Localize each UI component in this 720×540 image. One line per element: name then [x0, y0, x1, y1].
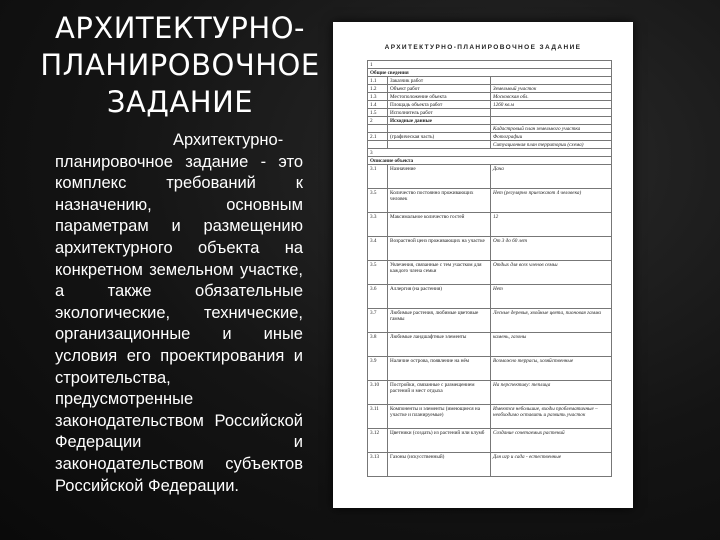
- table-row: [368, 213, 612, 237]
- table-row: [368, 405, 612, 429]
- row-label: Количество постоянно проживающих человек: [388, 189, 491, 213]
- table-row: [368, 117, 612, 125]
- row-number: 3.13: [368, 453, 388, 477]
- row-value: [491, 117, 612, 125]
- row-label: (графическая часть): [388, 133, 491, 141]
- row-number: 3.6: [368, 285, 388, 309]
- row-label: Компоненты и элементы (имеющиеся на участке и планируемые): [388, 405, 491, 429]
- row-value: Земельный участок: [491, 85, 612, 93]
- row-number: 3.3: [368, 213, 388, 237]
- row-label: Максимальное количество гостей: [388, 213, 491, 237]
- section-heading: Описание объекта: [368, 157, 612, 165]
- table-row: [368, 429, 612, 453]
- table-row: [368, 357, 612, 381]
- row-number: 1.3: [368, 93, 388, 101]
- table-row: [368, 333, 612, 357]
- row-value: Московская обл.: [491, 93, 612, 101]
- row-value: Отдых для всех членов семьи: [491, 261, 612, 285]
- row-label: Объект работ: [388, 85, 491, 93]
- row-label: Увлечения, связанные с тем участком для каждого члена семьи: [388, 261, 491, 285]
- row-value: Возможно террасы, хозяйственные: [491, 357, 612, 381]
- row-number: 2.1: [368, 133, 388, 141]
- row-number: 3.7: [368, 309, 388, 333]
- row-value: Создание сочетаемых растений: [491, 429, 612, 453]
- row-number: [368, 141, 388, 149]
- row-label: Исполнитель работ: [388, 109, 491, 117]
- definition-paragraph: Архитектурно-планировочное задание - это комплекс требований к назначению, основным параметрам и размещению архитектурного объекта на конкретном земельном участке, а также обязательные экологические, технические, организационные и иные условия его проектирования и строительства, предусмотренные законодательством Российской Федерации и законодательством субъектов Российской Федерации.: [55, 131, 303, 495]
- row-value: [491, 77, 612, 85]
- row-value: Дача: [491, 165, 612, 189]
- row-label: Исходные данные: [388, 117, 491, 125]
- table-row: [368, 69, 612, 77]
- row-value: камень, газоны: [491, 333, 612, 357]
- row-label: Газоны (искусственный): [388, 453, 491, 477]
- row-number: 1.1: [368, 77, 388, 85]
- row-value: Лесные деревья, хвойные цвета, пионовая гамма: [491, 309, 612, 333]
- row-value: На перспективу: теплица: [491, 381, 612, 405]
- row-number: 3.11: [368, 405, 388, 429]
- section-number: 3: [368, 149, 612, 157]
- requirements-table: [367, 60, 612, 477]
- row-label: [388, 125, 491, 133]
- row-label: Заказчик работ: [388, 77, 491, 85]
- table-row: [368, 309, 612, 333]
- table-row: [368, 125, 612, 133]
- table-row: [368, 149, 612, 157]
- row-value: От 3 до 60 лет: [491, 237, 612, 261]
- table-row: [368, 77, 612, 85]
- row-number: 1.4: [368, 101, 388, 109]
- row-number: 3.9: [368, 357, 388, 381]
- row-label: Аллергия (на растения): [388, 285, 491, 309]
- row-label: Любимые растения, любимые цветовые гаммы: [388, 309, 491, 333]
- table-row: [368, 165, 612, 189]
- table-row: [368, 453, 612, 477]
- row-label: [388, 141, 491, 149]
- document-image: [333, 22, 633, 508]
- row-number: 3.4: [368, 237, 388, 261]
- row-number: 3.12: [368, 429, 388, 453]
- row-number: 3.10: [368, 381, 388, 405]
- row-value: Нет: [491, 285, 612, 309]
- row-value: Ситуационная план территории (схема): [491, 141, 612, 149]
- table-row: [368, 381, 612, 405]
- row-number: 3.5: [368, 261, 388, 285]
- table-row: [368, 237, 612, 261]
- row-label: Цветники (создать) из растений или клумб: [388, 429, 491, 453]
- table-row: [368, 101, 612, 109]
- slide-body-text: [55, 130, 303, 497]
- row-label: Постройки, связанные с размещением растений и мест отдыха: [388, 381, 491, 405]
- table-row: [368, 285, 612, 309]
- table-row: [368, 189, 612, 213]
- row-label: Местоположение объекта: [388, 93, 491, 101]
- row-label: Наличие острова, появление на нём: [388, 357, 491, 381]
- row-label: Любимые ландшафтные элементы: [388, 333, 491, 357]
- section-heading: Общие сведения: [368, 69, 612, 77]
- table-row: [368, 85, 612, 93]
- slide-title: АРХИТЕКТУРНО-ПЛАНИРОВОЧНОЕ ЗАДАНИЕ: [40, 11, 320, 119]
- row-value: Имеются небольшие, входы проблематичные – необходимо оставить и развить участок: [491, 405, 612, 429]
- row-number: 1.2: [368, 85, 388, 93]
- row-label: Возрастной ценз проживающих на участке: [388, 237, 491, 261]
- table-row: [368, 61, 612, 69]
- table-row: [368, 157, 612, 165]
- row-value: Для игр и сада - естественные: [491, 453, 612, 477]
- row-number: 1.5: [368, 109, 388, 117]
- row-label: Назначение: [388, 165, 491, 189]
- table-row: [368, 93, 612, 101]
- table-row: [368, 109, 612, 117]
- row-value: Нет (регулярно приезжают 4 человека): [491, 189, 612, 213]
- document-title: АРХИТЕКТУРНО-ПЛАНИРОВОЧНОЕ ЗАДАНИЕ: [384, 44, 582, 51]
- row-number: 3.1: [368, 165, 388, 189]
- row-value: 1260 кв.м: [491, 101, 612, 109]
- row-value: 12: [491, 213, 612, 237]
- row-value: Кадастровый план земельного участка: [491, 125, 612, 133]
- table-row: [368, 133, 612, 141]
- row-number: 3.8: [368, 333, 388, 357]
- row-value: Фотографии: [491, 133, 612, 141]
- row-number: 3.5: [368, 189, 388, 213]
- row-number: [368, 125, 388, 133]
- row-label: Площадь объекта работ: [388, 101, 491, 109]
- table-row: [368, 141, 612, 149]
- row-number: 2: [368, 117, 388, 125]
- row-value: [491, 109, 612, 117]
- section-number: 1: [368, 61, 612, 69]
- table-row: [368, 261, 612, 285]
